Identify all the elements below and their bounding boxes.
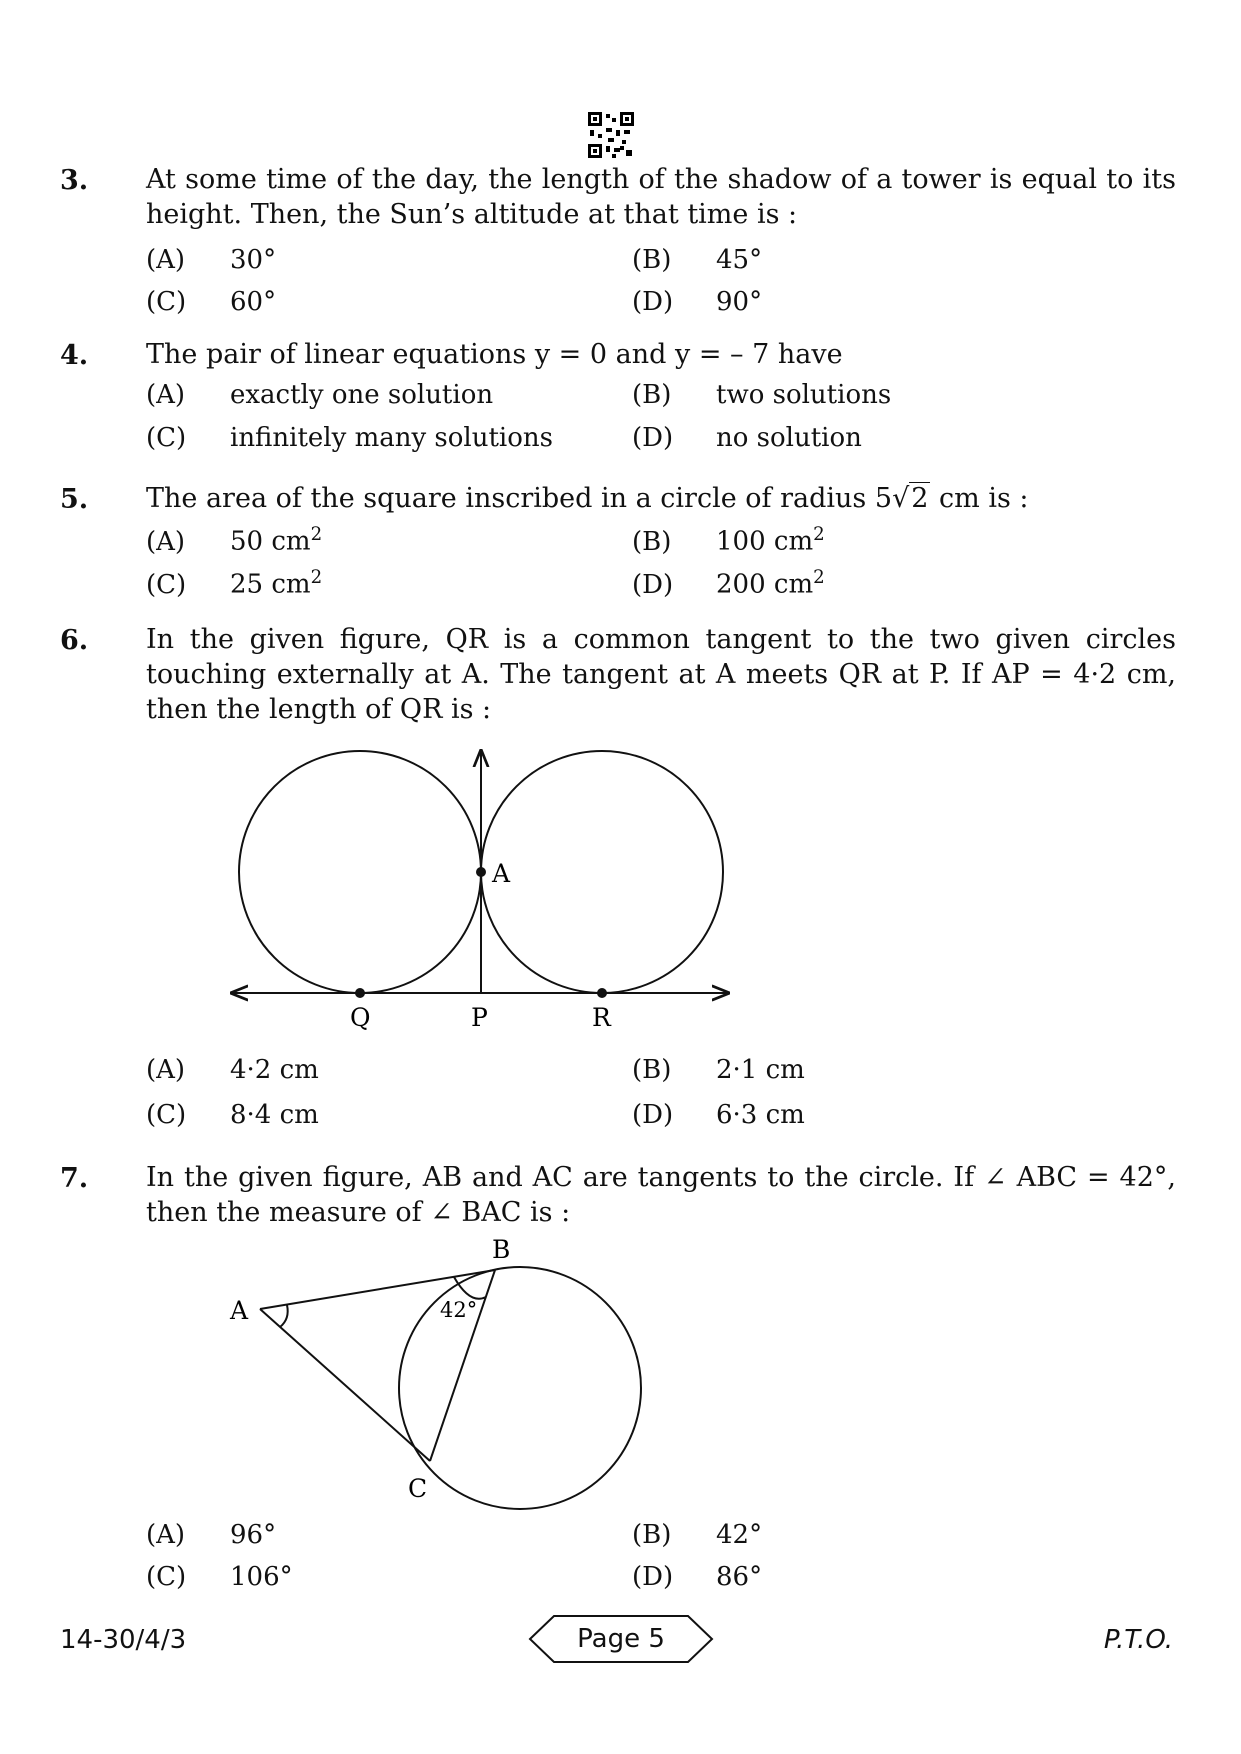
label-angle: 42° bbox=[440, 1298, 478, 1322]
radical-argument: 2 bbox=[911, 483, 929, 514]
question-number: 5. bbox=[60, 484, 89, 515]
label-q: Q bbox=[350, 1003, 371, 1032]
option-c: (C) 25 $cm^2$ bbox=[146, 567, 323, 600]
paper-code: 14-30/4/3 bbox=[60, 1625, 187, 1655]
question-text: In the given figure, QR is a common tangent to the two given circles touching externally at A. The tangent at A meets QR at P. If AP = 4·2 cm, then the length of QR is : bbox=[146, 624, 1176, 725]
tangent-ac bbox=[260, 1309, 430, 1461]
radical-coefficient: 5 bbox=[874, 483, 893, 514]
option-d: (D) 86° bbox=[632, 1562, 763, 1592]
pto-label: P.T.O. bbox=[1103, 1625, 1173, 1655]
question-text: At some time of the day, the length of the shadow of a tower is equal to its height. Then, the Sun’s altitude at that time is : bbox=[146, 164, 1176, 230]
label-c: C bbox=[408, 1474, 428, 1503]
option-a: (A) 96° bbox=[146, 1520, 277, 1550]
option-d: (D) 90° bbox=[632, 287, 763, 317]
option-c: (C) 106° bbox=[146, 1562, 293, 1592]
label-p: P bbox=[471, 1003, 488, 1032]
question-number: 3. bbox=[60, 165, 89, 196]
question-text: The pair of linear equations y = 0 and y = – 7 have bbox=[146, 339, 843, 370]
point-q bbox=[355, 988, 365, 998]
option-a: (A) 50 $cm^2$ bbox=[146, 524, 323, 557]
option-c: (C) infinitely many solutions bbox=[146, 423, 553, 453]
angle-arc-b bbox=[454, 1277, 486, 1299]
option-c: (C) 60° bbox=[146, 287, 277, 317]
option-b: (B) 45° bbox=[632, 245, 763, 275]
option-b: (B) 100 $cm^2$ bbox=[632, 524, 825, 557]
question-text: The area of the square inscribed in a circle of radius 5√2 cm is : bbox=[146, 483, 1029, 514]
question-number: 4. bbox=[60, 340, 89, 371]
option-d: (D) 6·3 cm bbox=[632, 1100, 805, 1130]
question-text: In the given figure, AB and AC are tangents to the circle. If ∠ ABC = 42°, then the measure of ∠ BAC is : bbox=[146, 1162, 1176, 1228]
option-c: (C) 8·4 cm bbox=[146, 1100, 319, 1130]
question-number: 6. bbox=[60, 625, 89, 656]
right-circle bbox=[481, 751, 723, 993]
option-a: (A) 30° bbox=[146, 245, 277, 275]
left-circle bbox=[239, 751, 481, 993]
figure-two-circles bbox=[220, 745, 740, 1045]
point-a bbox=[476, 867, 486, 877]
point-r bbox=[597, 988, 607, 998]
label-r: R bbox=[592, 1003, 611, 1032]
option-b: (B) 2·1 cm bbox=[632, 1055, 805, 1085]
option-d: (D) no solution bbox=[632, 423, 862, 453]
page-number-badge bbox=[528, 1612, 714, 1666]
option-d: (D) 200 $cm^2$ bbox=[632, 567, 825, 600]
option-b: (B) 42° bbox=[632, 1520, 763, 1550]
question-number: 7. bbox=[60, 1163, 89, 1194]
qr-code bbox=[588, 112, 634, 158]
option-b: (B) two solutions bbox=[632, 380, 892, 410]
page-number: Page 5 bbox=[577, 1624, 665, 1654]
option-a: (A) 4·2 cm bbox=[146, 1055, 319, 1085]
label-a: A bbox=[230, 1296, 249, 1325]
figure-tangents bbox=[220, 1235, 660, 1515]
label-b: B bbox=[492, 1235, 511, 1264]
radical-sign: √ bbox=[892, 483, 910, 514]
angle-arc-a bbox=[280, 1305, 288, 1327]
label-a: A bbox=[492, 859, 511, 888]
option-a: (A) exactly one solution bbox=[146, 380, 494, 410]
circle bbox=[399, 1267, 641, 1509]
